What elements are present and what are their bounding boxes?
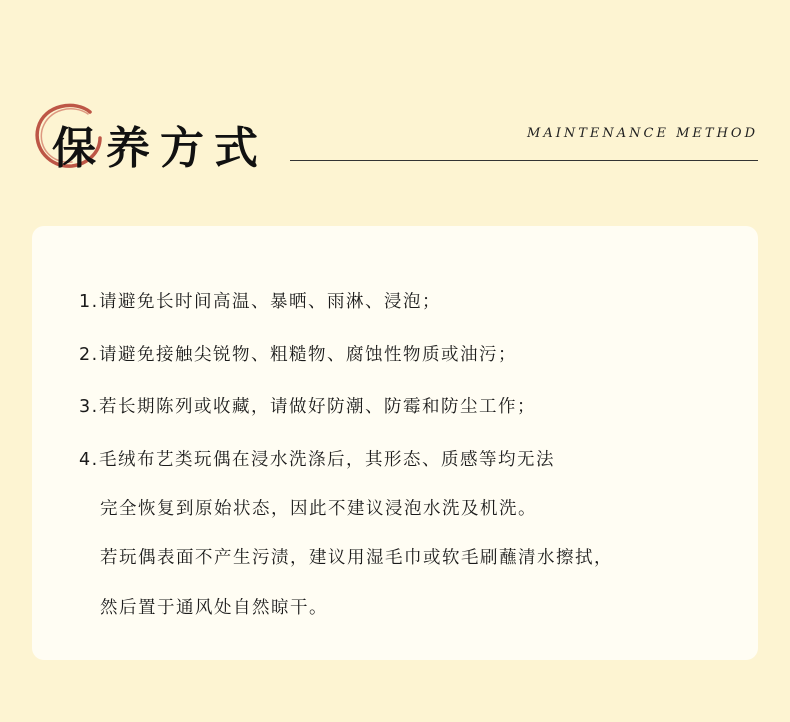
instruction-list	[79, 290, 759, 620]
list-item-3	[79, 395, 759, 419]
item-text: 毛绒布艺类玩偶在浸水洗涤后，其形态、质感等均无法	[99, 450, 555, 470]
list-item-4-continuation: 完全恢复到原始状态，因此不建议浸泡水洗及机洗。	[100, 499, 537, 519]
list-item-4-continuation: 若玩偶表面不产生污渍，建议用湿毛巾或软毛刷蘸清水擦拭，	[100, 548, 613, 568]
item-text: 若长期陈列或收藏，请做好防潮、防霉和防尘工作；	[99, 397, 536, 417]
item-number: 1.	[79, 292, 99, 312]
header-divider	[290, 160, 758, 161]
item-text: 请避免长时间高温、暴晒、雨淋、浸泡；	[99, 292, 441, 312]
item-number: 2.	[79, 345, 99, 365]
list-item-1	[79, 290, 759, 314]
item-number: 3.	[79, 397, 99, 417]
section-header	[0, 0, 790, 200]
page-title: 保养方式	[52, 123, 268, 174]
item-number: 4.	[79, 450, 99, 470]
item-text: 请避免接触尖锐物、粗糙物、腐蚀性物质或油污；	[99, 345, 517, 365]
list-item-4-continuation: 然后置于通风处自然晾干。	[100, 598, 328, 618]
page-subtitle: MAINTENANCE METHOD	[527, 126, 758, 141]
list-item-2	[79, 343, 759, 367]
list-item-4	[79, 448, 759, 472]
